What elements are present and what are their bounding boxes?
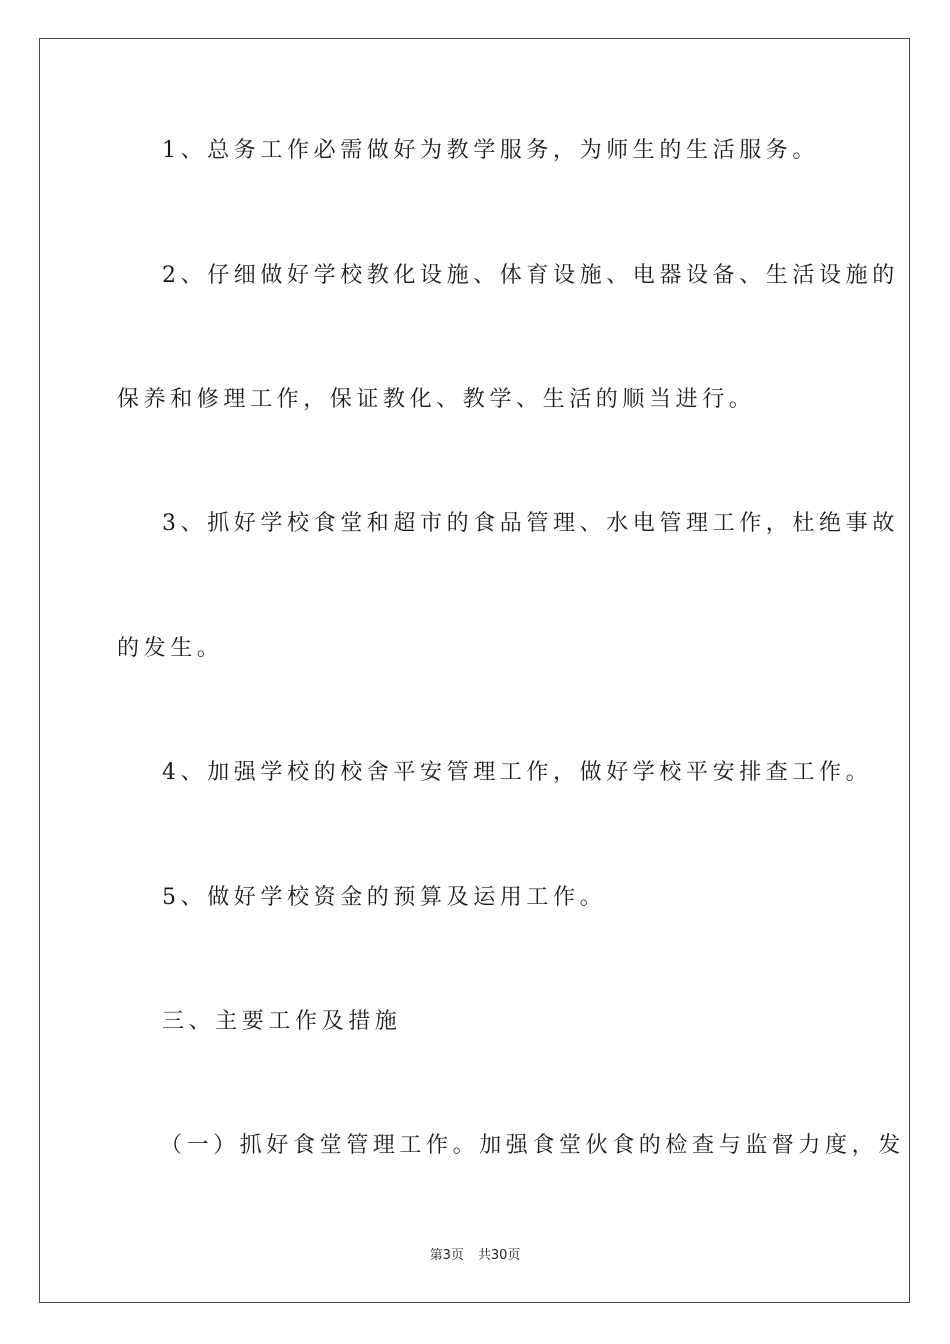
paragraph-line-4: 4、加强学校的校舍平安管理工作，做好学校平安排查工作。 [162, 760, 873, 785]
paragraph-line-3-continued: 的发生。 [117, 636, 224, 661]
page-frame [39, 38, 910, 1303]
paragraph-line-3: 3、抓好学校食堂和超市的食品管理、水电管理工作，杜绝事故 [162, 511, 899, 536]
section-heading: 三、主要工作及措施 [162, 1009, 402, 1034]
paragraph-line-5: 5、做好学校资金的预算及运用工作。 [162, 885, 607, 910]
paragraph-line-6: （一）抓好食堂管理工作。加强食堂伙食的检查与监督力度，发 [160, 1133, 905, 1158]
paragraph-line-2-continued: 保养和修理工作，保证教化、教学、生活的顺当进行。 [117, 387, 756, 412]
paragraph-line-2: 2、仔细做好学校教化设施、体育设施、电器设备、生活设施的 [162, 263, 899, 288]
paragraph-line-1: 1、总务工作必需做好为教学服务，为师生的生活服务。 [162, 138, 819, 163]
page-footer [0, 1247, 950, 1265]
page-number: 第3页 [429, 1248, 464, 1263]
page-total: 共30页 [477, 1248, 521, 1263]
